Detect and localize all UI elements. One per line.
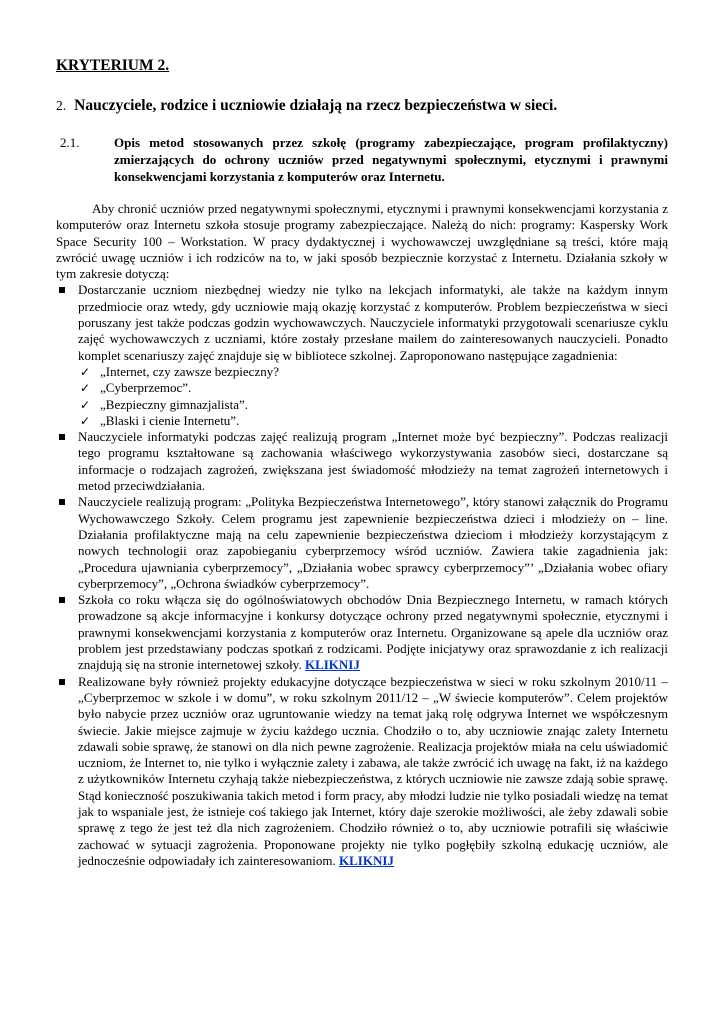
section-heading	[56, 96, 668, 116]
topic-item	[78, 380, 668, 396]
check-icon: ✓	[80, 413, 91, 428]
list-item	[56, 494, 668, 592]
list-item-text: Szkoła co roku włącza się do ogólnoświatowych obchodów Dnia Bezpiecznego Internetu, w ramach których prowadzone są akcje informacyjne i konkursy dotyczące ochrony przed negatywnymi społecznie, etycznymi i prawnymi konsekwencjami korzystania z komputerów oraz Internetu. Organizowane są apele dla uczniów oraz problem jest przedstawiany podczas spotkań z rodzicami. Podjęte inicjatywy oraz sprawozdanie z ich realizacji znajdują się na stronie internetowej szkoły.	[78, 592, 668, 673]
kliknij-link-day-of-safe-internet[interactable]: KLIKNIJ	[304, 657, 360, 673]
list-item	[56, 429, 668, 494]
list-item-text: Realizowane były również projekty edukacyjne dotyczące bezpieczeństwa w sieci w roku szkolnym 2010/11 – „Cyberprzemoc w szkole i w domu”, w roku szkolnym 2011/12 – „W świecie komputerów”. Celem projektów było nabycie przez uczniów oraz ugruntowanie wiedzy na temat jaką rolę odgrywa Internet we współczesnym świecie. Jakie miejsce zajmuje w życiu każdego ucznia. Chodziło o to, aby uczniowie znając zalety Internetu zdawali sobie sprawę, że stanowi on dla nich pewne zagrożenie. Realizacja projektów miała na celu uświadomić uczniom, że Internet to, nie tylko i wyłącznie zalety i zabawa, ale także zwrócić ich uwagę na fakt, iż na każdego z użytkowników Internetu czyhają także niebezpieczeństwa, z których uczniowie nie zawsze zdają sobie sprawę. Stąd konieczność poszukiwania takich metod i form pracy, aby młodzi ludzie nie tylko posiadali wiedzę na temat jak to wspaniale jest, że istnieje coś takiego jak Internet, który daje szerokie możliwości, ale żeby zdawali sobie sprawę z tego że jest też dla nich zagrożeniem. Chodziło również o to, aby uczniowie potrafili się właściwie zachować w sytuacji zagrożenia. Proponowane projekty nie tylko pogłębiły szkolną edukację uczniów, ale jednocześnie odpowiadały ich zainteresowaniom.	[78, 673, 668, 868]
topic-text: „Bezpieczny gimnazjalista”.	[100, 396, 248, 412]
topic-text: „Cyberprzemoc”.	[100, 380, 192, 396]
topic-item	[78, 413, 668, 429]
criterion-heading: KRYTERIUM 2.	[56, 57, 170, 74]
subsection-number: 2.1.	[60, 135, 80, 150]
list-item	[56, 282, 668, 429]
topics-list	[78, 364, 668, 429]
kliknij-link-projects[interactable]: KLIKNIJ	[339, 852, 394, 868]
intro-paragraph: Aby chronić uczniów przed negatywnymi społecznymi, etycznymi i prawnymi konsekwencjami korzystania z komputerów oraz Internetu szkoła stosuje programy zabezpieczające. Należą do nich: programy: Kaspersky Work Space Security 100 – Workstation. W pracy dydaktycznej i wychowawczej uwzględniane są treści, które mają zwrócić uwagę uczniów i ich rodziców na to, w jaki sposób bezpiecznie korzystać z Internetu. Działania szkoły w tym zakresie dotyczą:	[56, 201, 668, 282]
list-item	[56, 592, 668, 673]
subsection-title: Opis metod stosowanych przez szkołę (programy zabezpieczające, program profilaktyczny) zmierzających do ochrony uczniów przed negatywnymi społecznymi, etycznymi i prawnymi konsekwencjami korzystania z komputerów oraz Internetu.	[114, 135, 668, 184]
section-number: 2.	[56, 98, 67, 113]
section-title: Nauczyciele, rodzice i uczniowie działają na rzecz bezpieczeństwa w sieci.	[74, 97, 558, 114]
list-item-text: Dostarczanie uczniom niezbędnej wiedzy nie tylko na lekcjach informatyki, ale także na każdym innym przedmiocie oraz wtedy, gdy uczniowie mają okazję korzystać z komputerów. Problem bezpieczeństwa w sieci poruszany jest także podczas godzin wychowawczych. Nauczyciele informatyki przygotowali scenariusze cyklu zajęć wychowawczych z uczniami, które zostały przesłane mailem do zainteresowanych nauczycieli. Ponadto komplet scenariuszy zajęć znajduje się w bibliotece szkolnej. Zaproponowano następujące zagadnienia:	[78, 282, 668, 363]
list-item-text: Nauczyciele informatyki podczas zajęć realizują program „Internet może być bezpieczny”. Podczas realizacji tego programu kształtowane są zachowania właściwego wykorzystywania zasobów sieci, dostarczane są informacje o rodzajach zagrożeń, zwiększana jest świadomość młodzieży na temat zagrożeń internetowych i metod przeciwdziałania.	[78, 429, 668, 494]
check-icon: ✓	[80, 381, 91, 396]
check-icon: ✓	[80, 364, 91, 379]
list-item-text: Nauczyciele realizują program: „Polityka Bezpieczeństwa Internetowego”, który stanowi załącznik do Programu Wychowawczego Szkoły. Celem programu jest zapewnienie bezpieczeństwa dzieci i młodzieży on – line. Działania profilaktyczne mają na celu zapewnienie bezpieczeństwa dzieciom i młodzieży korzystającym z nowych technologii oraz zapobieganiu cyberprzemocy wśród uczniów. Zawiera takie zagadnienia jak: „Procedura ujawniania cyberprzemocy”, „Działania wobec sprawcy cyberprzemocy”’ „Działania wobec ofiary cyberprzemocy”, „Ochrona świadków cyberprzemocy”.	[78, 494, 668, 591]
topic-text: „Internet, czy zawsze bezpieczny?	[100, 363, 279, 379]
actions-list	[56, 282, 668, 869]
topic-text: „Blaski i cienie Internetu”.	[100, 412, 240, 428]
subsection-heading	[60, 134, 668, 185]
topic-item	[78, 397, 668, 413]
check-icon: ✓	[80, 397, 91, 412]
list-item	[56, 674, 668, 870]
topic-item	[78, 364, 668, 380]
